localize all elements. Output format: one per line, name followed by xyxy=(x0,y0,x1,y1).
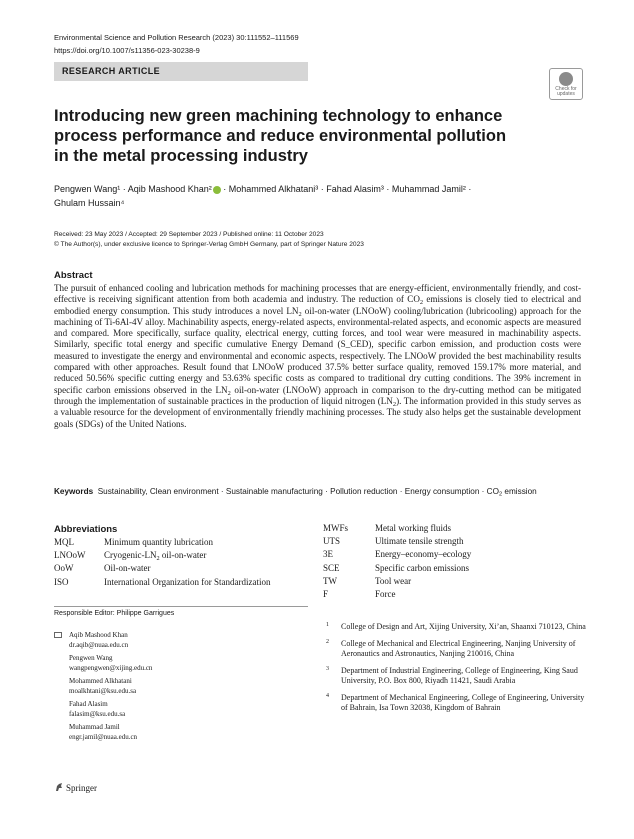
affiliation-number: 3 xyxy=(326,665,329,672)
affiliations xyxy=(326,622,588,720)
keywords-tail: emission xyxy=(502,487,537,496)
keywords-text: Sustainability, Clean environment · Sustainable manufacturing · Pollution reduction · Energy consumption · CO xyxy=(97,487,499,496)
abbreviations-left xyxy=(54,537,324,590)
contact-entry xyxy=(54,677,308,696)
authors-line2: Ghulam Hussain⁴ xyxy=(54,198,125,208)
abbr-row xyxy=(54,537,324,550)
abbreviations-heading: Abbreviations xyxy=(54,524,118,535)
abstract-part: The pursuit of enhanced cooling and lubrication methods for machining processes that are energy-efficient, environmentally friendly, and cost-effective is receiving significant attention from both academia and industry. The reduction of CO xyxy=(54,283,581,305)
abbr-key: UTS xyxy=(323,536,341,547)
article-type-band xyxy=(54,62,308,81)
affiliation xyxy=(326,639,588,660)
abbr-row xyxy=(323,536,583,549)
contact-entry xyxy=(54,723,308,742)
contact-email[interactable]: wangpengwen@xijing.edu.cn xyxy=(69,663,153,672)
abstract-text xyxy=(54,283,581,430)
contact-entry xyxy=(54,654,308,673)
abstract-heading: Abstract xyxy=(54,270,93,281)
article-type: RESEARCH ARTICLE xyxy=(62,66,161,76)
abbr-row xyxy=(323,589,583,602)
section-divider xyxy=(54,606,308,607)
publisher-name: Springer xyxy=(66,783,97,793)
contact-email[interactable]: falasim@ksu.edu.sa xyxy=(69,709,126,718)
affiliation xyxy=(326,693,588,714)
responsible-editor: Responsible Editor: Philippe Garrigues xyxy=(54,610,175,617)
contact-name: Fahad Alasim xyxy=(69,700,108,708)
subscript: 2 xyxy=(419,299,424,307)
abbr-row xyxy=(54,563,324,576)
keywords xyxy=(54,486,581,497)
abbr-def-part: Cryogenic-LN xyxy=(104,550,157,561)
author-contacts xyxy=(54,631,308,746)
abbr-key: TW xyxy=(323,575,337,586)
affiliation-text: Department of Industrial Engineering, College of Engineering, King Saud University, P.O. Box 800, Riyadh 11421, Saudi Arabia xyxy=(341,665,578,685)
envelope-icon xyxy=(54,632,62,638)
abbr-def: Force xyxy=(375,588,396,599)
contact-name: Muhammad Jamil xyxy=(69,723,120,731)
abbr-def: Tool wear xyxy=(375,575,412,586)
abbr-key: F xyxy=(323,588,329,599)
article-dates xyxy=(54,230,574,250)
abbreviations-right xyxy=(323,523,583,602)
contact-name: Pengwen Wang xyxy=(69,654,113,662)
abbr-key: OoW xyxy=(54,563,74,574)
keywords-label: Keywords xyxy=(54,487,94,496)
contact-entry xyxy=(54,700,308,719)
doi-link[interactable]: https://doi.org/10.1007/s11356-023-30238-9 xyxy=(54,46,200,55)
abbr-row xyxy=(323,549,583,562)
abstract-part: ). The information provided in this study serves as a valuable resource for the development of environmentally friendly machining processes. The study also helps get the sustainable development goals (SDGs) of the United Nations. xyxy=(54,395,581,429)
affiliation xyxy=(326,666,588,687)
authors-line1: Pengwen Wang¹ · Aqib Mashood Khan² xyxy=(54,184,212,194)
affiliation-number: 1 xyxy=(326,622,329,628)
abbr-def: Minimum quantity lubrication xyxy=(104,537,213,547)
subscript: 2 xyxy=(392,400,397,408)
abstract-part: oil-on-water (LNOoW) approach in comparison to the dry-cutting method can be mitigated through the implementation of sustainable practices in the production of liquid nitrogen (LN xyxy=(54,384,582,406)
subscript: 2 xyxy=(298,310,302,318)
affiliation-number: 2 xyxy=(326,638,329,645)
article-title: Introducing new green machining technology to enhance process performance and reduce environmental pollution in the metal processing industry xyxy=(54,107,507,165)
orcid-icon[interactable] xyxy=(213,186,221,194)
check-updates-label: Check for updates xyxy=(555,86,577,97)
abbr-def: Specific carbon emissions xyxy=(375,562,469,573)
copyright-notice: © The Author(s), under exclusive licence to Springer-Verlag GmbH Germany, part of Springer Nature 2023 xyxy=(54,241,364,248)
abbr-key: LNOoW xyxy=(54,550,86,561)
contact-email[interactable]: dr.aqib@nuaa.edu.cn xyxy=(69,640,129,649)
journal-header xyxy=(54,31,299,57)
contact-name: Mohammed Alkhatani xyxy=(69,677,132,685)
abbr-def: Oil-on-water xyxy=(104,563,151,574)
springer-horse-icon xyxy=(54,782,64,792)
article-history: Received: 23 May 2023 / Accepted: 29 September 2023 / Published online: 11 October 2023 xyxy=(54,231,324,238)
contact-email[interactable]: moalkhtani@ksu.edu.sa xyxy=(69,686,137,695)
abbr-def: Ultimate tensile strength xyxy=(375,536,464,547)
abbr-row xyxy=(323,523,583,536)
check-updates-badge[interactable] xyxy=(549,68,583,100)
abbr-def-part: oil-on-water xyxy=(159,550,207,561)
abbr-def xyxy=(104,550,207,563)
authors-line1b: · Mohammed Alkhatani³ · Fahad Alasim³ · Muhammad Jamil² · xyxy=(220,184,472,194)
subscript: 2 xyxy=(156,555,160,563)
publisher-footer xyxy=(54,782,97,793)
affiliation xyxy=(326,622,588,633)
affiliation-number: 4 xyxy=(326,692,329,699)
contact-email[interactable]: engr.jamil@nuaa.edu.cn xyxy=(69,732,138,741)
contact-entry xyxy=(54,631,308,650)
abbr-key: ISO xyxy=(54,576,69,587)
subscript: 2 xyxy=(498,491,503,498)
abbr-row xyxy=(54,550,324,563)
abbr-def: Metal working fluids xyxy=(375,523,451,533)
check-updates-icon xyxy=(559,72,573,86)
subscript: 2 xyxy=(227,389,231,397)
affiliation-text: College of Mechanical and Electrical Engineering, Nanjing University of Aeronautics and Astronautics, Nanjing 210016, China xyxy=(341,638,576,658)
abstract-part: oil-on-water (LNOoW) cooling/lubrication (lubricooling) approach for the machining of Ti-6Al-4V alloy. Machinability aspects, energy-related aspects, environmental-related aspects, and economic aspects are measured and compared. More specifically, surface quality, electrical energy, cutting forces, and tool wear were measured in machinability aspects. Similarly, specific total energy and specific cumulative Energy Demand (S_CED), specific carbon emission, and production costs were measured to investigate the energy and environmental and economic aspects, respectively. The LNOoW provided the best machinability results compared with other approaches. Result found that LNOoW produced 37.5% better surface quality, removed 159.17% more material, and reduced 50.56% specific cutting energy and 53.63% specific costs as compared to traditional dry cutting conditions. The 39% increment in specific carbon emissions observed in the LN xyxy=(54,305,581,395)
abbr-row xyxy=(323,576,583,589)
affiliation-text: Department of Mechanical Engineering, College of Engineering, University of Bahrain, Isa Town 32038, Kingdom of Bahrain xyxy=(341,692,585,712)
contact-name: Aqib Mashood Khan xyxy=(69,631,128,639)
abbr-key: SCE xyxy=(323,562,340,573)
abbr-def: International Organization for Standardization xyxy=(104,576,271,587)
abstract-part: emissions is closely tied to electrical and embodied energy consumption. This study introduces a novel LN xyxy=(54,294,581,316)
abbr-key: MQL xyxy=(54,537,74,547)
author-list xyxy=(54,182,574,210)
abbr-row xyxy=(323,563,583,576)
affiliation-text: College of Design and Art, Xijing University, Xi’an, Shaanxi 710123, China xyxy=(341,622,586,631)
abbr-def: Energy–economy–ecology xyxy=(375,549,472,560)
journal-citation: Environmental Science and Pollution Research (2023) 30:111552–111569 xyxy=(54,33,299,42)
abbr-key: MWFs xyxy=(323,523,349,533)
abbr-row xyxy=(54,577,324,590)
abbr-key: 3E xyxy=(323,549,333,560)
